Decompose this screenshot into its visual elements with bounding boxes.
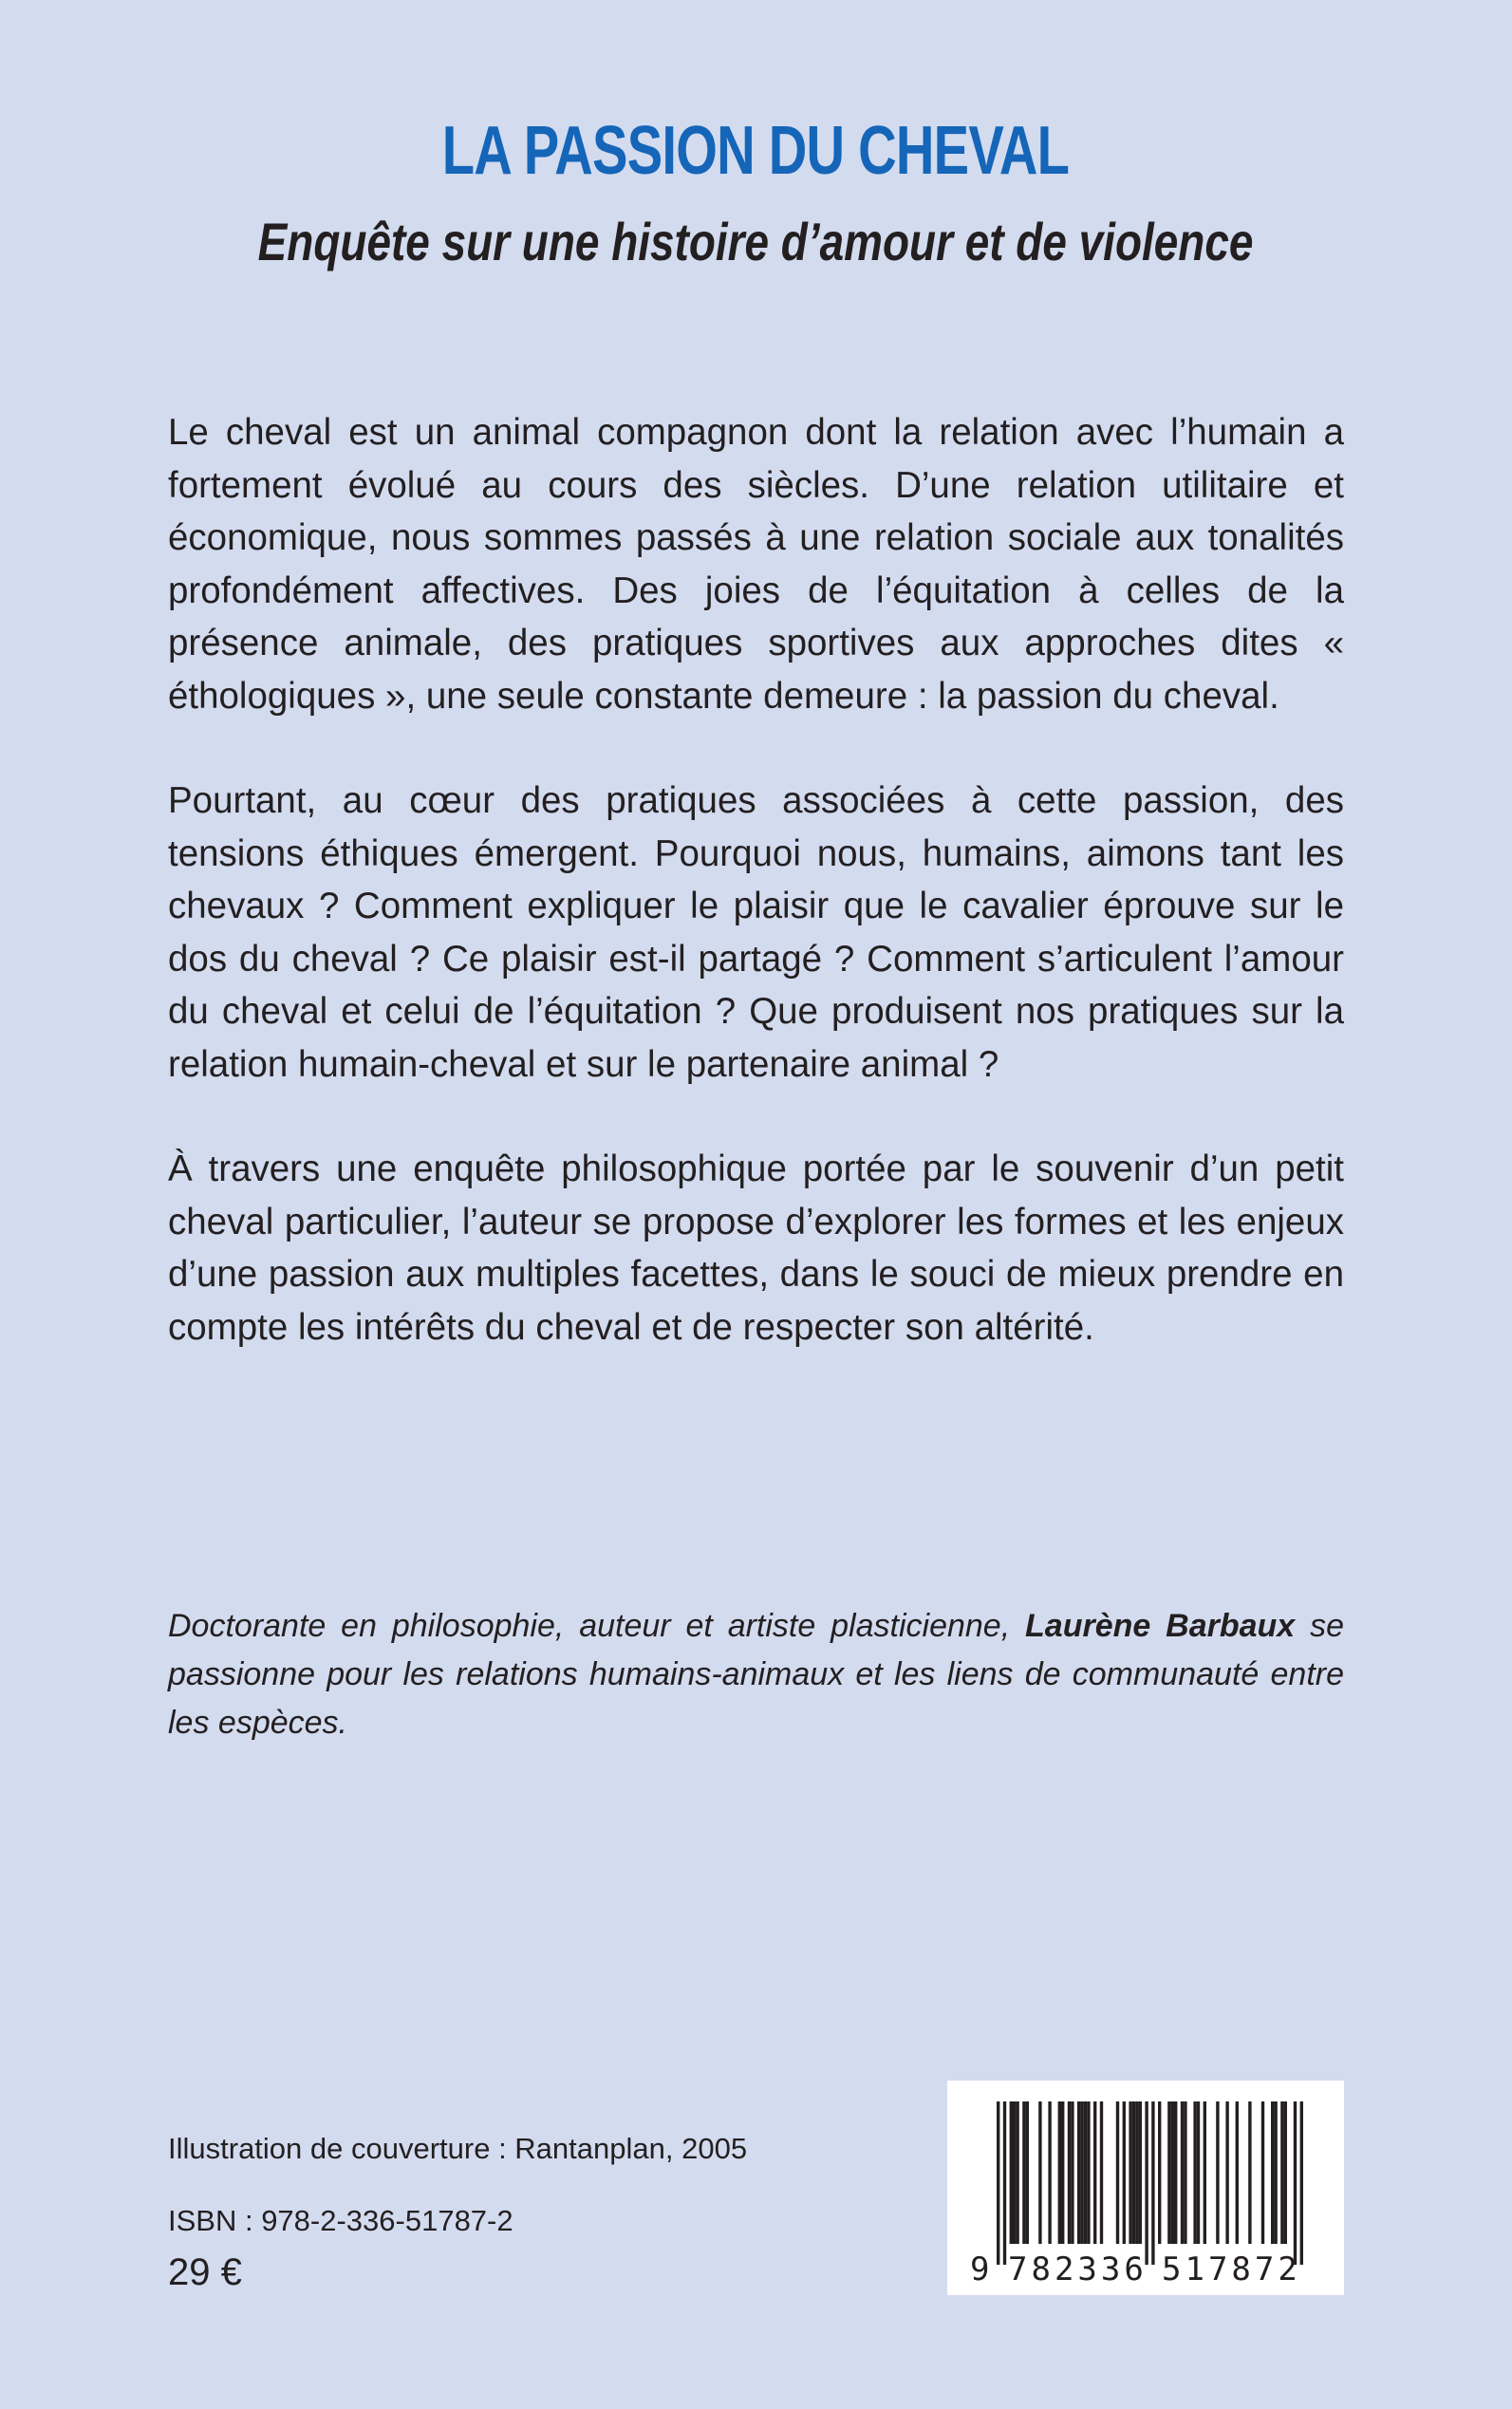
summary-paragraph-2: Pourtant, au cœur des pratiques associées à cette passion, des tensions éthiques émergent. Pourquoi nous, humains, aimons tant les chevaux ? Comment expliquer le plaisir que le cavalier éprouve sur le dos du cheval ? Ce plaisir est-il partagé ? Comment s’articulent l’amour du cheval et celui de l’équitation ? Que produisent nos pratiques sur la relation humain-cheval et sur le partenaire animal ? <box>168 780 1344 1085</box>
author-bio-rest: se passionne pour les relations humains-animaux et les liens de communauté entre les espèces. <box>168 1608 1344 1741</box>
barcode-bar <box>1181 2101 1184 2244</box>
author-bio-intro: Doctorante en philosophie, auteur et artiste plasticienne, <box>168 1608 1026 1644</box>
barcode-bar <box>1204 2101 1206 2244</box>
barcode-bar <box>1132 2101 1135 2244</box>
barcode-bar <box>1151 2101 1154 2265</box>
barcode-bar <box>1093 2101 1096 2244</box>
barcode-bar <box>1058 2101 1061 2244</box>
barcode-bar <box>1123 2101 1126 2244</box>
barcode-bar <box>1026 2101 1029 2244</box>
barcode-bar <box>1300 2101 1303 2265</box>
book-title: LA PASSION DU CHEVAL <box>441 113 1070 189</box>
barcode-bar <box>1216 2101 1219 2244</box>
barcode <box>947 2081 1344 2295</box>
barcode-bar <box>1193 2101 1196 2244</box>
price: 29 € <box>168 2251 242 2293</box>
barcode-bar <box>1171 2101 1174 2244</box>
barcode-bar <box>1084 2101 1087 2244</box>
barcode-bar <box>1236 2101 1239 2244</box>
barcode-bar <box>1274 2101 1277 2244</box>
author-bio <box>168 1602 1344 1747</box>
barcode-right-group: 517872 <box>1162 2250 1301 2288</box>
barcode-bar <box>1184 2101 1186 2244</box>
isbn: ISBN : 978-2-336-51787-2 <box>168 2204 513 2237</box>
barcode-bar <box>1010 2101 1013 2244</box>
barcode-bar <box>1294 2101 1297 2265</box>
barcode-bar <box>1225 2101 1228 2244</box>
barcode-bar <box>1003 2101 1006 2265</box>
illustration-credit: Illustration de couverture : Rantanplan, 2005 <box>168 2132 748 2165</box>
barcode-bar <box>1174 2101 1177 2244</box>
barcode-bar <box>1271 2101 1274 2244</box>
author-name: Laurène Barbaux <box>1025 1608 1296 1644</box>
barcode-first-digit: 9 <box>970 2250 990 2288</box>
barcode-bar <box>1135 2101 1138 2244</box>
barcode-bar <box>1038 2101 1041 2244</box>
barcode-bar <box>1013 2101 1016 2244</box>
barcode-bar <box>1167 2101 1170 2244</box>
barcode-bar <box>1068 2101 1071 2244</box>
barcode-bar <box>1071 2101 1073 2244</box>
barcode-bar <box>1145 2101 1148 2265</box>
barcode-bar <box>1077 2101 1080 2244</box>
barcode-bar <box>1100 2101 1103 2244</box>
barcode-left-group: 782336 <box>1008 2250 1148 2288</box>
barcode-bar <box>1061 2101 1064 2244</box>
barcode-bar <box>1048 2101 1051 2244</box>
barcode-bar <box>1129 2101 1131 2244</box>
summary-paragraph-3: À travers une enquête philosophique portée par le souvenir d’un petit cheval particulier, l’auteur se propose d’explorer les formes et les enjeux d’une passion aux multiples facettes, dans le souci de mieux prendre en compte les intérêts du cheval et de respecter son altérité. <box>168 1148 1344 1348</box>
barcode-bar <box>1087 2101 1090 2244</box>
book-subtitle: Enquête sur une histoire d’amour et de violence <box>257 212 1254 271</box>
barcode-bar <box>1116 2101 1119 2244</box>
summary-paragraph-1: Le cheval est un animal compagnon dont la relation avec l’humain a fortement évolué au cours des siècles. D’une relation utilitaire et économique, nous sommes passés à une relation sociale aux tonalités profondément affectives. Des joies de l’équitation à celles de la présence animale, des pratiques sportives aux approches dites « éthologiques », une seule constante demeure : la passion du cheval. <box>168 412 1344 717</box>
barcode-bar <box>1080 2101 1083 2244</box>
barcode-bar <box>1139 2101 1142 2244</box>
barcode-bar <box>1261 2101 1264 2244</box>
barcode-bar <box>1158 2101 1161 2244</box>
summary-text <box>168 406 1344 1406</box>
barcode-bar <box>1016 2101 1018 2244</box>
barcode-graphic <box>947 2081 1344 2295</box>
barcode-bar <box>1197 2101 1200 2244</box>
barcode-bar <box>1022 2101 1025 2244</box>
barcode-bar <box>1284 2101 1287 2244</box>
barcode-bars <box>997 2101 1303 2265</box>
barcode-bar <box>1248 2101 1251 2244</box>
barcode-bar <box>1280 2101 1283 2244</box>
barcode-bar <box>997 2101 999 2265</box>
